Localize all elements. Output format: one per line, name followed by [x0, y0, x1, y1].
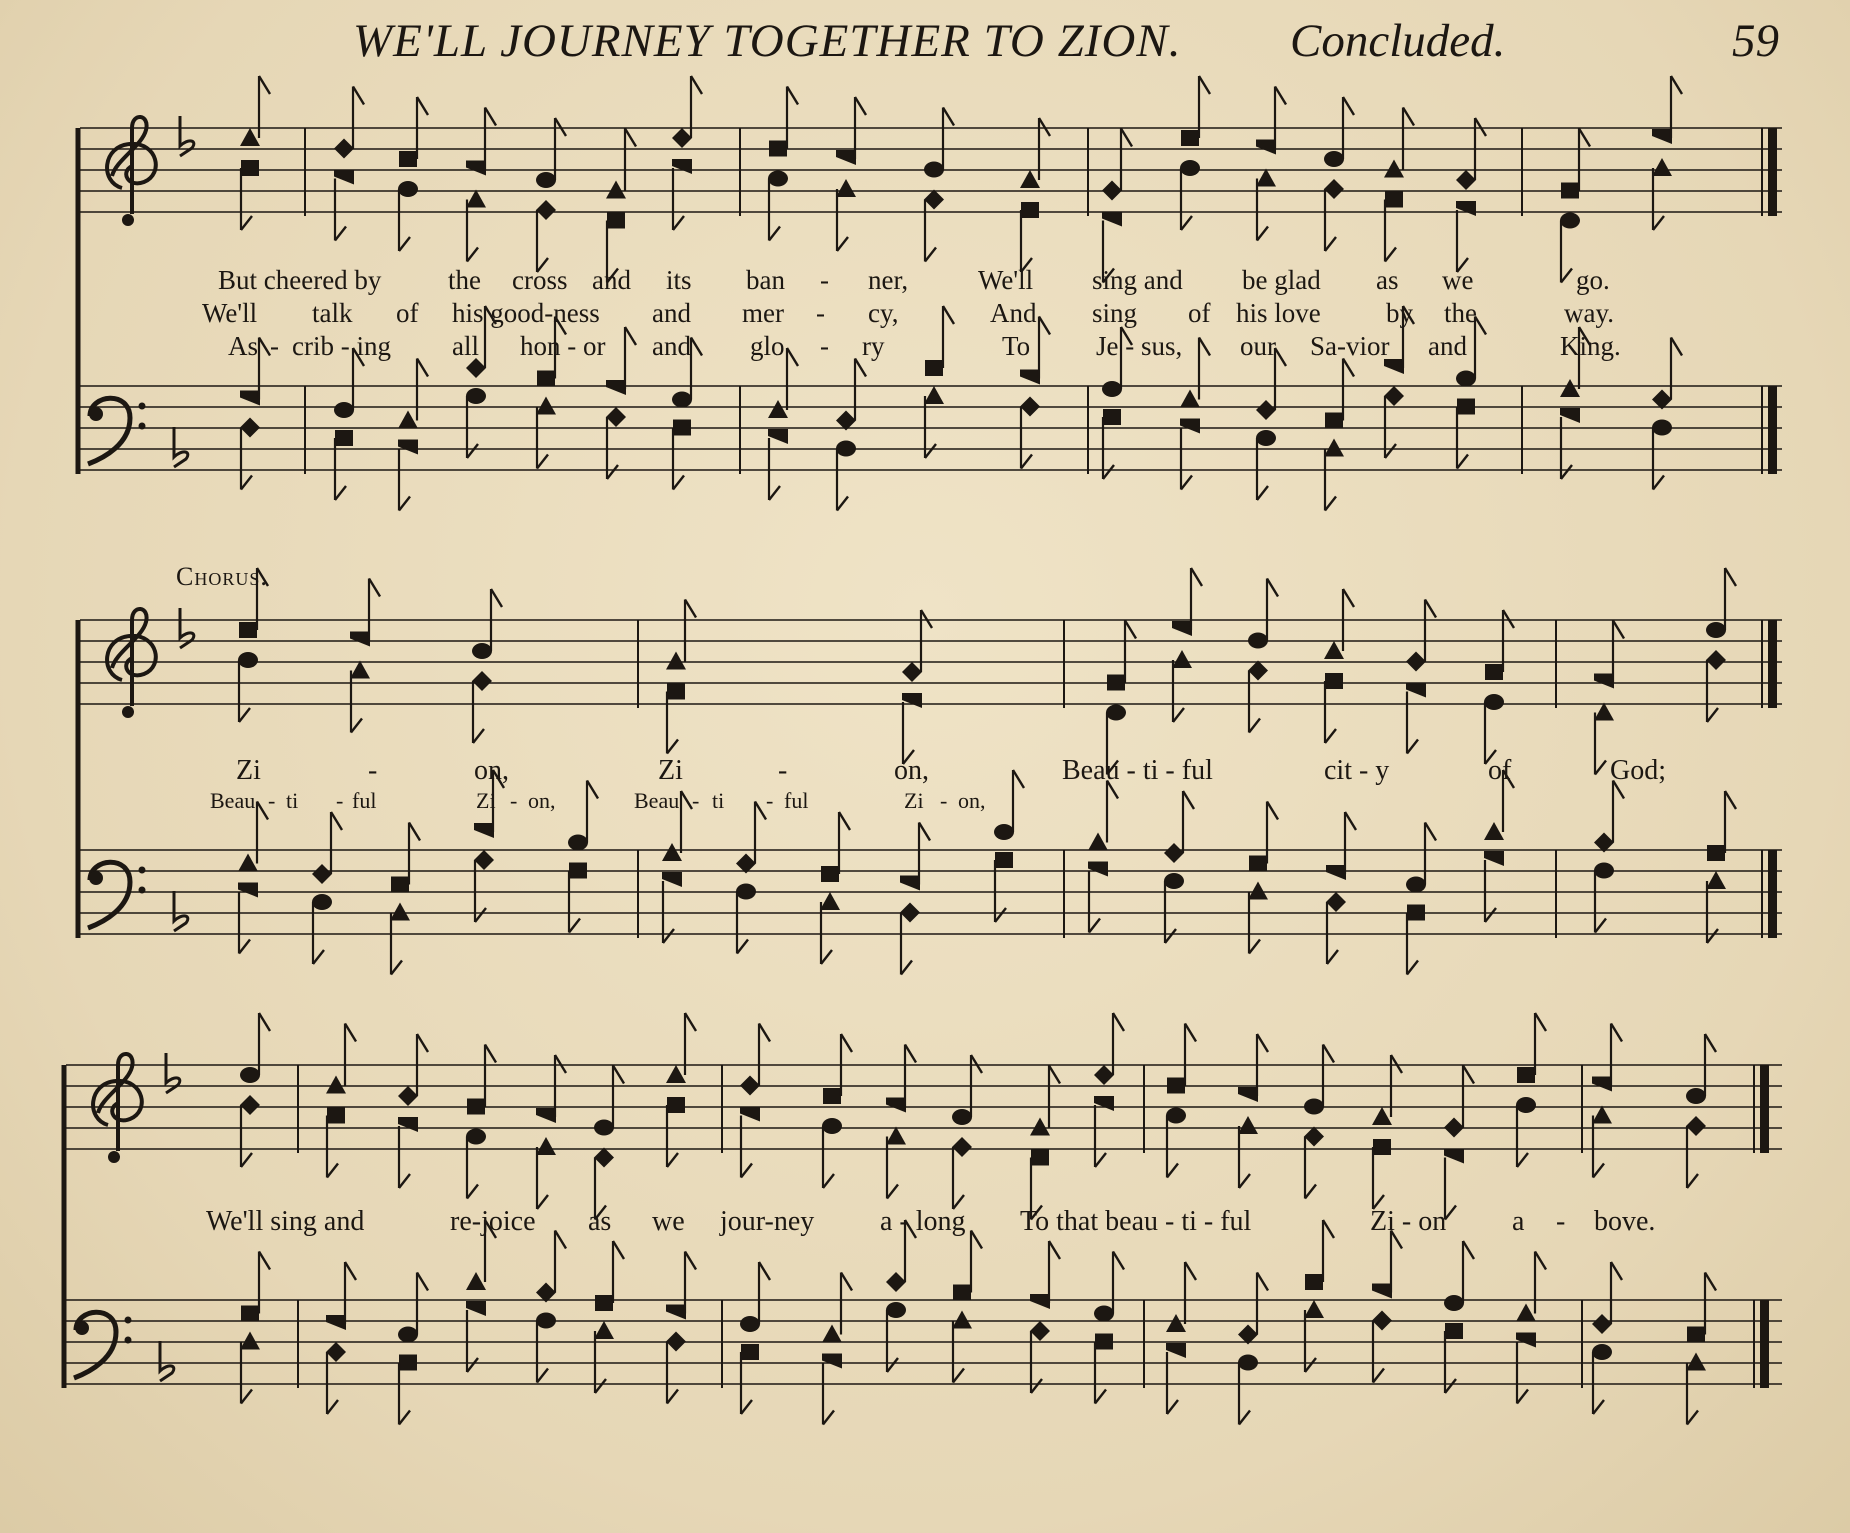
- shape-note: [1324, 97, 1354, 167]
- lyric: To: [1002, 331, 1031, 361]
- lyrics-system-3: [206, 1206, 1655, 1237]
- shape-note: [594, 1321, 614, 1393]
- lyric: our: [1240, 331, 1276, 361]
- shape-note: [238, 652, 258, 722]
- shape-note: [1164, 791, 1194, 863]
- shape-note: [1445, 1323, 1463, 1393]
- shape-note: [1030, 1321, 1050, 1393]
- lyric: and: [592, 265, 631, 295]
- shape-note: [836, 441, 856, 511]
- shape-note: [1686, 1034, 1716, 1104]
- bass-clef-icon: [88, 398, 146, 464]
- shape-note: [466, 108, 496, 176]
- shape-note: [995, 852, 1013, 922]
- shape-note: [836, 97, 866, 165]
- shape-note: [350, 661, 370, 733]
- lyric: jour-ney: [720, 1206, 815, 1237]
- shape-note: [466, 388, 486, 458]
- shape-note: [1592, 1344, 1612, 1414]
- shape-note: [768, 171, 788, 241]
- lyric: a: [1512, 1206, 1525, 1237]
- lyric: mer: [742, 298, 784, 328]
- shape-note: [1484, 694, 1504, 764]
- shape-note: [326, 1262, 356, 1330]
- lyric: ry: [862, 331, 885, 361]
- lyric: as: [1376, 265, 1399, 295]
- shape-note: [1305, 1220, 1334, 1290]
- shape-note: [1484, 851, 1504, 922]
- lyric: of: [396, 298, 419, 328]
- shape-note: [666, 600, 696, 670]
- shape-note: [1172, 568, 1202, 636]
- verse-3-line: [228, 331, 1621, 361]
- shape-note: [1652, 420, 1672, 490]
- shape-note: [886, 1302, 906, 1372]
- shape-note: [1517, 1013, 1546, 1083]
- shape-note: [606, 407, 626, 479]
- lyric: way.: [1564, 298, 1614, 328]
- lyric: ti: [712, 788, 725, 813]
- shape-note: [1030, 1241, 1060, 1309]
- shape-note: [240, 418, 260, 490]
- lyric: To that beau - ti - ful: [1020, 1206, 1252, 1237]
- shape-note: [672, 76, 702, 148]
- lyric: -: [778, 755, 788, 786]
- lyric: Zi: [658, 755, 683, 786]
- shape-note: [606, 327, 636, 395]
- lyric: on,: [528, 788, 556, 813]
- shape-note: [1706, 650, 1726, 722]
- shape-note: [925, 306, 954, 376]
- shape-note: [667, 1097, 685, 1167]
- shape-note: [1560, 408, 1580, 479]
- lyric: God;: [1610, 755, 1666, 786]
- shape-note: [673, 420, 691, 490]
- shape-note: [466, 1129, 486, 1199]
- shape-note: [1248, 579, 1278, 649]
- hymn-title: WE'LL JOURNEY TOGETHER TO ZION.: [353, 15, 1182, 67]
- lyric: talk: [312, 298, 353, 328]
- lyric: the: [448, 265, 481, 295]
- shape-note: [1094, 1252, 1124, 1322]
- shape-note: [666, 1332, 686, 1404]
- shape-note: [1652, 158, 1672, 230]
- shape-note: [472, 671, 492, 743]
- lyric: But cheered by: [218, 265, 382, 295]
- lyric: -: [820, 265, 829, 295]
- lyric: Beau: [634, 788, 680, 813]
- lyric: Beau - ti - ful: [1062, 755, 1213, 786]
- shape-note: [240, 1095, 260, 1167]
- lyric: and: [652, 331, 691, 361]
- shape-note: [1180, 160, 1200, 230]
- lyric: -: [368, 755, 378, 786]
- final-barline: [1760, 1300, 1769, 1388]
- lyric: Zi: [904, 788, 924, 813]
- lyric: the: [1444, 298, 1477, 328]
- shape-note: [398, 359, 428, 429]
- shape-note: [1238, 1034, 1268, 1102]
- shape-note: [1088, 862, 1108, 933]
- shape-note: [398, 181, 418, 251]
- shape-note: [467, 1045, 496, 1115]
- shape-note: [568, 781, 598, 851]
- shape-note: [240, 76, 270, 146]
- lyric: Zi: [476, 788, 496, 813]
- chorus-verse-2-line: [210, 788, 986, 813]
- shape-note: [1020, 397, 1040, 469]
- shape-note: [1324, 589, 1354, 659]
- shape-note: [924, 386, 944, 458]
- shape-note: [836, 179, 856, 251]
- shape-note: [466, 1301, 486, 1372]
- shape-note: [769, 87, 798, 157]
- shape-note: [1238, 1355, 1258, 1425]
- lyric: bove.: [1594, 1206, 1656, 1237]
- shape-note: [1457, 399, 1475, 469]
- treble-clef-icon: [93, 1054, 142, 1163]
- lyric: -: [268, 788, 276, 813]
- shape-note: [536, 1137, 556, 1209]
- lyric: and: [652, 298, 691, 328]
- page-number: 59: [1732, 15, 1779, 67]
- lyric: his love: [1236, 298, 1321, 328]
- shape-note: [327, 1108, 345, 1178]
- shape-note: [1407, 905, 1425, 975]
- shape-note: [768, 429, 788, 500]
- verse-2-line: [202, 298, 1614, 328]
- treble-clef-icon: [107, 609, 156, 718]
- shape-note: [241, 1252, 270, 1322]
- shape-note: [1594, 621, 1624, 689]
- shape-note: [1594, 781, 1624, 853]
- lyric: We'll sing and: [206, 1206, 365, 1237]
- bass-clef-icon: [88, 862, 146, 928]
- lyric: as: [588, 1206, 612, 1237]
- shape-note: [350, 579, 380, 647]
- shape-note: [326, 1024, 356, 1094]
- shape-note: [536, 1231, 566, 1303]
- lyric: -: [940, 788, 948, 813]
- shape-note: [1373, 1139, 1391, 1209]
- shape-note: [1094, 1013, 1124, 1085]
- lyric: a - long: [880, 1206, 966, 1237]
- lyric: -: [692, 788, 700, 813]
- lyric: be glad: [1242, 265, 1321, 295]
- lyric: Beau: [210, 788, 256, 813]
- shape-note: [335, 430, 353, 500]
- shape-note: [1372, 1311, 1392, 1383]
- shape-note: [741, 1344, 759, 1414]
- shape-note: [822, 1118, 842, 1188]
- shape-note: [823, 1034, 852, 1104]
- shape-note: [391, 823, 420, 893]
- lyric: -: [510, 788, 518, 813]
- shape-note: [1304, 1127, 1324, 1199]
- shape-note: [900, 823, 930, 891]
- shape-note: [1248, 661, 1268, 733]
- shape-note: [886, 1127, 906, 1199]
- shape-note: [399, 1355, 417, 1425]
- flat-sign-icon: [174, 891, 188, 931]
- shape-note: [952, 1137, 972, 1209]
- shape-note: [398, 1273, 428, 1343]
- shape-note: [1238, 1273, 1268, 1345]
- shape-note: [326, 1342, 346, 1414]
- shape-note: [994, 770, 1024, 840]
- shape-note: [667, 684, 685, 754]
- shape-note: [606, 129, 636, 199]
- shape-note: [1095, 1334, 1113, 1404]
- shape-note: [1256, 169, 1276, 241]
- shape-note: [1172, 650, 1192, 722]
- shape-note: [1516, 1097, 1536, 1167]
- shape-note: [1444, 1149, 1464, 1220]
- lyric: hon - or: [520, 331, 606, 361]
- lyrics-system-2: [210, 755, 1666, 813]
- lyric: ner,: [868, 265, 909, 295]
- flat-sign-icon: [180, 116, 194, 156]
- shape-note: [736, 884, 756, 954]
- final-barline: [1768, 850, 1777, 938]
- lyric: on,: [958, 788, 986, 813]
- shape-note: [666, 1013, 696, 1083]
- shape-note: [1594, 863, 1614, 933]
- shape-note: [1326, 892, 1346, 964]
- lyric: Je - sus,: [1096, 331, 1183, 361]
- shape-note: [1406, 823, 1436, 893]
- lyric: ful: [352, 788, 377, 813]
- lyric: on,: [474, 755, 509, 786]
- shape-note: [666, 1252, 696, 1320]
- shape-note: [736, 802, 766, 874]
- shape-note: [1561, 129, 1590, 199]
- lyric: ful: [784, 788, 809, 813]
- lyric: -: [816, 298, 825, 328]
- lyric: crib - ing: [292, 331, 391, 361]
- shape-note: [569, 863, 587, 933]
- shape-note: [1592, 1106, 1612, 1178]
- lyric: -: [270, 331, 279, 361]
- lyrics-system-1: [202, 265, 1621, 361]
- shape-note: [1444, 1066, 1474, 1138]
- shape-note: [822, 1354, 842, 1425]
- shape-note: [1325, 673, 1343, 743]
- shape-note: [312, 812, 342, 884]
- final-barline: [1768, 620, 1777, 708]
- lyric: of: [1488, 755, 1512, 786]
- shape-note: [474, 850, 494, 922]
- lyric: its: [666, 265, 692, 295]
- shape-note: [1030, 1066, 1060, 1136]
- shape-note: [1238, 1116, 1258, 1188]
- treble-clef-icon: [107, 117, 156, 226]
- final-barline: [1768, 386, 1777, 474]
- shape-note: [953, 1231, 982, 1301]
- shape-note: [836, 359, 866, 431]
- shape-note: [1384, 108, 1414, 178]
- flat-sign-icon: [180, 608, 194, 648]
- shape-note: [1326, 812, 1356, 880]
- lyric: cit - y: [1324, 755, 1390, 786]
- final-barline: [1768, 128, 1777, 216]
- shape-note: [1180, 419, 1200, 490]
- lyric: glo: [750, 331, 785, 361]
- shape-note: [1107, 621, 1136, 691]
- shape-note: [1324, 179, 1344, 251]
- shape-note: [1256, 87, 1286, 155]
- lyric: all: [452, 331, 479, 361]
- lyric: on,: [894, 755, 929, 786]
- chorus-label: Chorus.: [176, 562, 268, 591]
- verse-1-line: [218, 265, 1610, 295]
- shape-note: [398, 1034, 428, 1106]
- lyric: sing: [1092, 298, 1138, 328]
- lyric: cy,: [868, 298, 899, 328]
- shape-note: [820, 892, 840, 964]
- shape-note: [1256, 430, 1276, 500]
- shape-note: [472, 589, 502, 659]
- shape-note: [1021, 202, 1039, 272]
- shape-note: [740, 1107, 760, 1178]
- shape-note: [1406, 600, 1436, 672]
- lyric: by: [1386, 298, 1413, 328]
- lyric: And: [990, 298, 1037, 328]
- lyric: we: [652, 1206, 685, 1237]
- lyric: we: [1442, 265, 1474, 295]
- shape-note: [1406, 683, 1426, 754]
- shape-note: [924, 190, 944, 262]
- shape-note: [1372, 1231, 1402, 1299]
- shape-note: [900, 903, 920, 975]
- lyric: King.: [1560, 331, 1621, 361]
- shape-note: [1686, 1116, 1706, 1188]
- flat-sign-icon: [166, 1053, 180, 1093]
- shape-note: [1592, 1262, 1622, 1334]
- lyric: sing and: [1092, 265, 1183, 295]
- shape-note: [1167, 1024, 1196, 1094]
- lyric: ban: [746, 265, 785, 295]
- flat-sign-icon: [160, 1341, 174, 1381]
- shape-note: [239, 568, 268, 638]
- shape-note: [1164, 873, 1184, 943]
- shape-note: [1181, 76, 1210, 146]
- lyric: -: [820, 331, 829, 361]
- shape-note: [1249, 802, 1278, 872]
- chorus-verse-1-line: [236, 755, 1666, 786]
- shape-note: [1384, 386, 1404, 458]
- lyric: and: [1428, 331, 1467, 361]
- lyric: -: [336, 788, 344, 813]
- shape-note: [1325, 359, 1354, 429]
- shape-note: [536, 200, 556, 272]
- lyric: ti: [286, 788, 299, 813]
- shape-note: [536, 1313, 556, 1383]
- shape-note: [238, 883, 258, 954]
- lyric: Zi - on: [1370, 1206, 1447, 1237]
- shape-note: [1516, 1333, 1536, 1404]
- shape-note: [334, 170, 354, 241]
- final-barline: [1760, 1065, 1769, 1153]
- shape-note: [1166, 1343, 1186, 1414]
- shape-note: [1166, 1108, 1186, 1178]
- shape-note: [924, 108, 954, 178]
- shape-note: [1102, 129, 1132, 201]
- shape-note: [1304, 1045, 1334, 1115]
- shape-note: [1687, 1273, 1716, 1343]
- shape-note: [240, 1013, 270, 1083]
- concluded-label: Concluded.: [1290, 15, 1506, 67]
- shape-note: [1385, 192, 1403, 262]
- lyric: go.: [1576, 265, 1610, 295]
- shape-note: [1706, 871, 1726, 943]
- shape-note: [594, 1066, 624, 1136]
- shape-note: [398, 440, 418, 511]
- shape-note: [1180, 338, 1210, 408]
- lyric: As: [228, 331, 259, 361]
- lyric: re-joice: [450, 1206, 536, 1237]
- shape-note: [662, 872, 682, 943]
- shape-note: [1516, 1252, 1546, 1322]
- shape-note: [1652, 76, 1682, 144]
- lyric: We'll: [202, 298, 258, 328]
- shape-note: [334, 87, 364, 159]
- shape-note: [466, 190, 486, 262]
- shape-note: [312, 894, 332, 964]
- lyric: -: [766, 788, 774, 813]
- lyric: We'll: [978, 265, 1034, 295]
- lyric: Zi: [236, 755, 261, 786]
- shape-note: [1103, 409, 1121, 479]
- lyric: of: [1188, 298, 1211, 328]
- flat-sign-icon: [174, 427, 188, 467]
- shape-note: [740, 1024, 770, 1096]
- shape-note: [399, 97, 428, 167]
- lyric: Sa-vior: [1310, 331, 1390, 361]
- shape-note: [1706, 568, 1736, 638]
- shape-note: [886, 1045, 916, 1113]
- shape-note: [1592, 1024, 1622, 1092]
- shape-note: [1304, 1300, 1324, 1372]
- shape-note: [241, 160, 259, 230]
- shape-note: [1088, 781, 1118, 851]
- shape-note: [1652, 338, 1682, 410]
- lyric: his good-ness: [452, 298, 600, 328]
- shape-note: [822, 1273, 852, 1343]
- lyric: -: [1556, 1206, 1566, 1237]
- lyric: cross: [512, 265, 568, 295]
- bass-clef-icon: [74, 1312, 132, 1378]
